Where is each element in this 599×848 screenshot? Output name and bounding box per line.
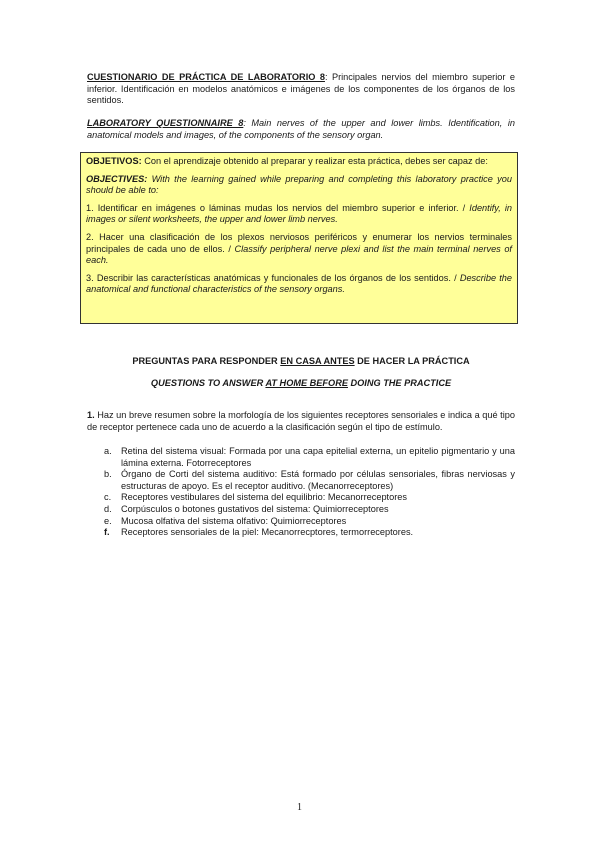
header-english: [87, 118, 515, 141]
objective-item: 3. Describir las características anatómicas y funcionales de los órganos de los sentidos. / Describe the anatomical and functional characteristics of the sensory organs.: [86, 272, 513, 295]
answer-list: [104, 446, 515, 539]
list-item: e. Mucosa olfativa del sistema olfativo: Quimiorreceptores: [104, 515, 347, 526]
list-item: f. Receptores sensoriales de la piel: Mecanorrecptores, termorreceptores.: [104, 527, 414, 538]
objectives-box: [80, 152, 518, 324]
header-spanish: [87, 72, 515, 107]
objective-item: 2. Hacer una clasificación de los plexos nerviosos periféricos y enumerar los nervios terminales principales de cada uno de ellos. / Classify peripheral nerve plexi and list the main terminal nerves of each.: [86, 231, 512, 266]
english-subtitle: : Main nerves of the upper and lower limbs. Identification, in anatomical models and images, of the components of the sensory organ.: [87, 118, 515, 140]
spanish-subtitle: : Principales nervios del miembro superior e inferior. Identificación en modelos anatómicos e imágenes de los componentes de los órganos de los sentidos.: [87, 72, 515, 106]
objectives-intro-es: OBJETIVOS: Con el aprendizaje obtenido al preparar y realizar esta práctica, debes ser capaz de:: [86, 156, 488, 166]
questions-heading-en: QUESTIONS TO ANSWER AT HOME BEFORE DOING THE PRACTICE: [150, 378, 452, 388]
list-item: a. Retina del sistema visual: Formada por una capa epitelial externa, un epitelio pigmentario y una lámina externa. Fotorreceptores: [104, 446, 515, 468]
list-item: b. Órgano de Corti del sistema auditivo: Está formado por células sensoriales, fibras nerviosas y estructuras de apoyo. Es el receptor auditivo. (Mecanorreceptores): [104, 469, 515, 491]
objective-item: 1. Identificar en imágenes o láminas mudas los nervios del miembro superior e inferior. / Identify, in images or silent worksheets, the upper and lower limb nerves.: [86, 202, 512, 225]
question-1: 1. Haz un breve resumen sobre la morfología de los siguientes receptores sensoriales e indica a qué tipo de receptor pertenece cada uno de acuerdo a la clasificación según el tipo de estímulo.: [87, 410, 515, 432]
objectives-intro-en: OBJECTIVES: With the learning gained while preparing and completing this laboratory practice you should be able to:: [86, 173, 512, 196]
page-number: 1: [297, 802, 302, 813]
spanish-title: CUESTIONARIO DE PRÁCTICA DE LABORATORIO 8: [87, 72, 325, 82]
questions-heading-es: PREGUNTAS PARA RESPONDER EN CASA ANTES DE HACER LA PRÁCTICA: [132, 356, 470, 366]
english-title: LABORATORY QUESTIONNAIRE 8: [87, 118, 244, 128]
list-item: d. Corpúsculos o botones gustativos del sistema: Quimiorreceptores: [104, 503, 389, 514]
list-item: c. Receptores vestibulares del sistema del equilibrio: Mecanorreceptores: [104, 492, 407, 503]
